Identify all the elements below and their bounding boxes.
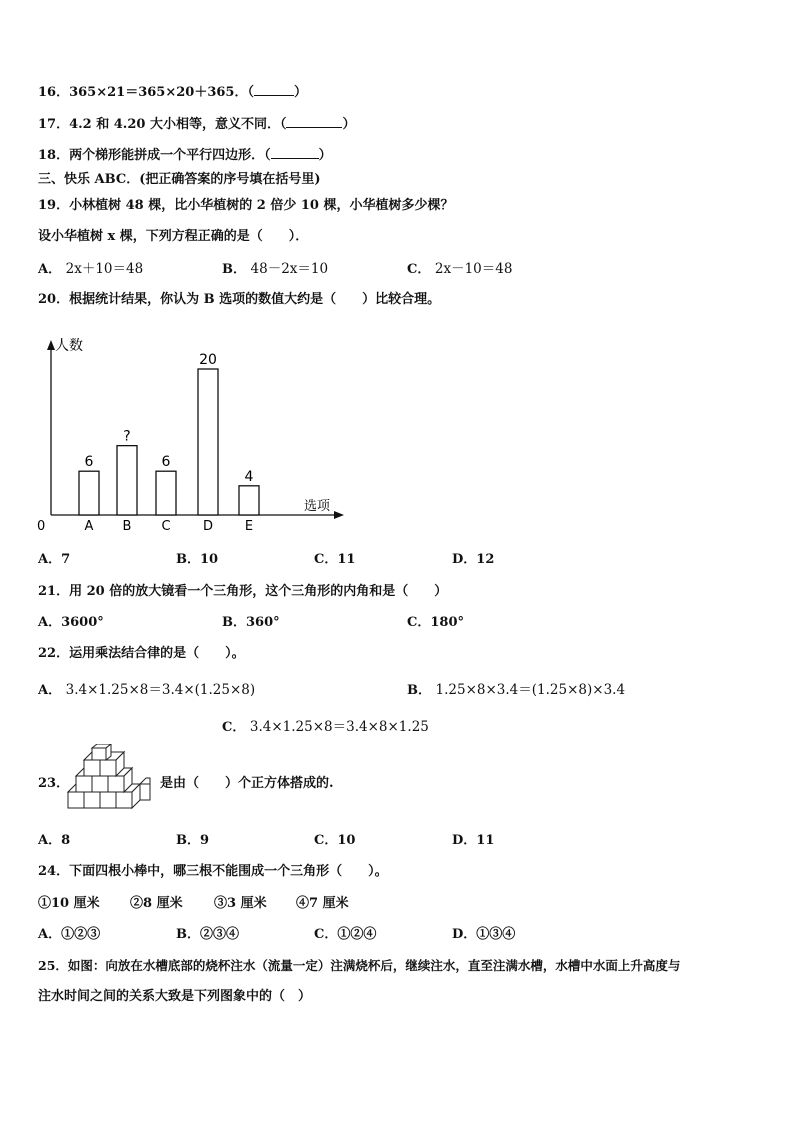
option-c[interactable]: C．①②④	[314, 927, 377, 942]
option-b[interactable]: B．10	[176, 552, 219, 567]
answer-blank[interactable]	[254, 83, 294, 96]
option-d[interactable]: D．①③④	[452, 927, 516, 942]
bar-B	[117, 446, 137, 515]
cube-stack-figure	[64, 744, 154, 816]
option-b[interactable]: B． 48－2x＝10	[222, 261, 329, 277]
option-a[interactable]: A．①②③	[38, 927, 101, 942]
x-axis-arrow	[334, 511, 344, 519]
stick-1: ①10 厘米	[38, 896, 100, 911]
stick-3: ③3 厘米	[214, 896, 267, 911]
origin-label: 0	[37, 519, 46, 534]
question-16: 16．365×21＝365×20＋365．（ ）	[38, 85, 307, 100]
chart-bars	[79, 352, 259, 534]
option-a[interactable]: A． 2x＋10＝48	[38, 261, 144, 277]
y-axis-arrow	[47, 340, 55, 350]
question-19-prompt: 设小华植树 x 棵，下列方程正确的是（ ）．	[38, 229, 309, 244]
option-c[interactable]: C． 3.4×1.25×8＝3.4×8×1.25	[222, 719, 429, 735]
bar-chart	[34, 328, 354, 538]
question-18: 18．两个梯形能拼成一个平行四边形．（ ）	[38, 148, 332, 163]
question-19: 19．小林植树 48 棵，比小华植树的 2 倍少 10 棵，小华植树多少棵？	[38, 198, 454, 213]
option-b[interactable]: B．360°	[222, 615, 280, 630]
question-23: 是由（ ）个正方体搭成的.	[160, 776, 334, 791]
question-23-number: 23．	[38, 776, 70, 791]
question-24: 24．下面四根小棒中，哪三根不能围成一个三角形（ ）。	[38, 864, 388, 879]
data-label-C: 6	[161, 454, 171, 471]
question-21: 21．用 20 倍的放大镜看一个三角形，这个三角形的内角和是（ ）	[38, 584, 448, 599]
x-tick-B: B	[122, 519, 132, 534]
x-tick-D: D	[202, 519, 214, 534]
question-20: 20．根据统计结果，你认为 B 选项的数值大约是（ ）比较合理。	[38, 292, 441, 307]
option-a[interactable]: A．8	[38, 833, 71, 848]
x-tick-C: C	[161, 519, 171, 534]
stick-2: ②8 厘米	[130, 896, 183, 911]
x-tick-E: E	[244, 519, 254, 534]
question-22: 22．运用乘法结合律的是（ ）。	[38, 646, 245, 661]
answer-blank[interactable]	[286, 115, 342, 128]
question-25-line2: 注水时间之间的关系大致是下列图象中的（ ）	[38, 989, 312, 1004]
data-label-A: 6	[84, 454, 94, 471]
option-d[interactable]: D．11	[452, 833, 495, 848]
data-label-B: ?	[123, 428, 131, 445]
option-c[interactable]: C．11	[314, 552, 356, 567]
option-b[interactable]: B． 1.25×8×3.4＝(1.25×8)×3.4	[407, 682, 626, 698]
bar-E	[239, 486, 259, 515]
option-a[interactable]: A． 3.4×1.25×8＝3.4×(1.25×8)	[38, 682, 256, 698]
section-heading: 三、快乐 ABC．(把正确答案的序号填在括号里)	[38, 172, 321, 187]
bar-C	[156, 471, 176, 515]
question-17: 17．4.2 和 4.20 大小相等，意义不同．（ ）	[38, 117, 356, 132]
x-axis-label: 选项	[304, 499, 331, 514]
data-label-E: 4	[244, 468, 254, 485]
option-c[interactable]: C．10	[314, 833, 356, 848]
question-25: 25．如图：向放在水槽底部的烧杯注水（流量一定）注满烧杯后，继续注水，直至注满水槽，水槽中水面上升高度与	[38, 958, 681, 973]
option-a[interactable]: A．7	[38, 552, 71, 567]
option-c[interactable]: C．180°	[407, 615, 464, 630]
option-a[interactable]: A．3600°	[38, 615, 104, 630]
bar-D	[198, 369, 218, 515]
answer-blank[interactable]	[271, 146, 319, 159]
x-tick-A: A	[84, 519, 94, 534]
option-c[interactable]: C． 2x－10＝48	[407, 261, 513, 277]
stick-4: ④7 厘米	[296, 896, 349, 911]
option-b[interactable]: B．9	[176, 833, 210, 848]
y-axis-label: 人数	[55, 338, 83, 354]
data-label-D: 20	[199, 352, 217, 368]
bar-A	[79, 471, 99, 515]
option-d[interactable]: D．12	[452, 552, 495, 567]
option-b[interactable]: B．②③④	[176, 927, 239, 942]
